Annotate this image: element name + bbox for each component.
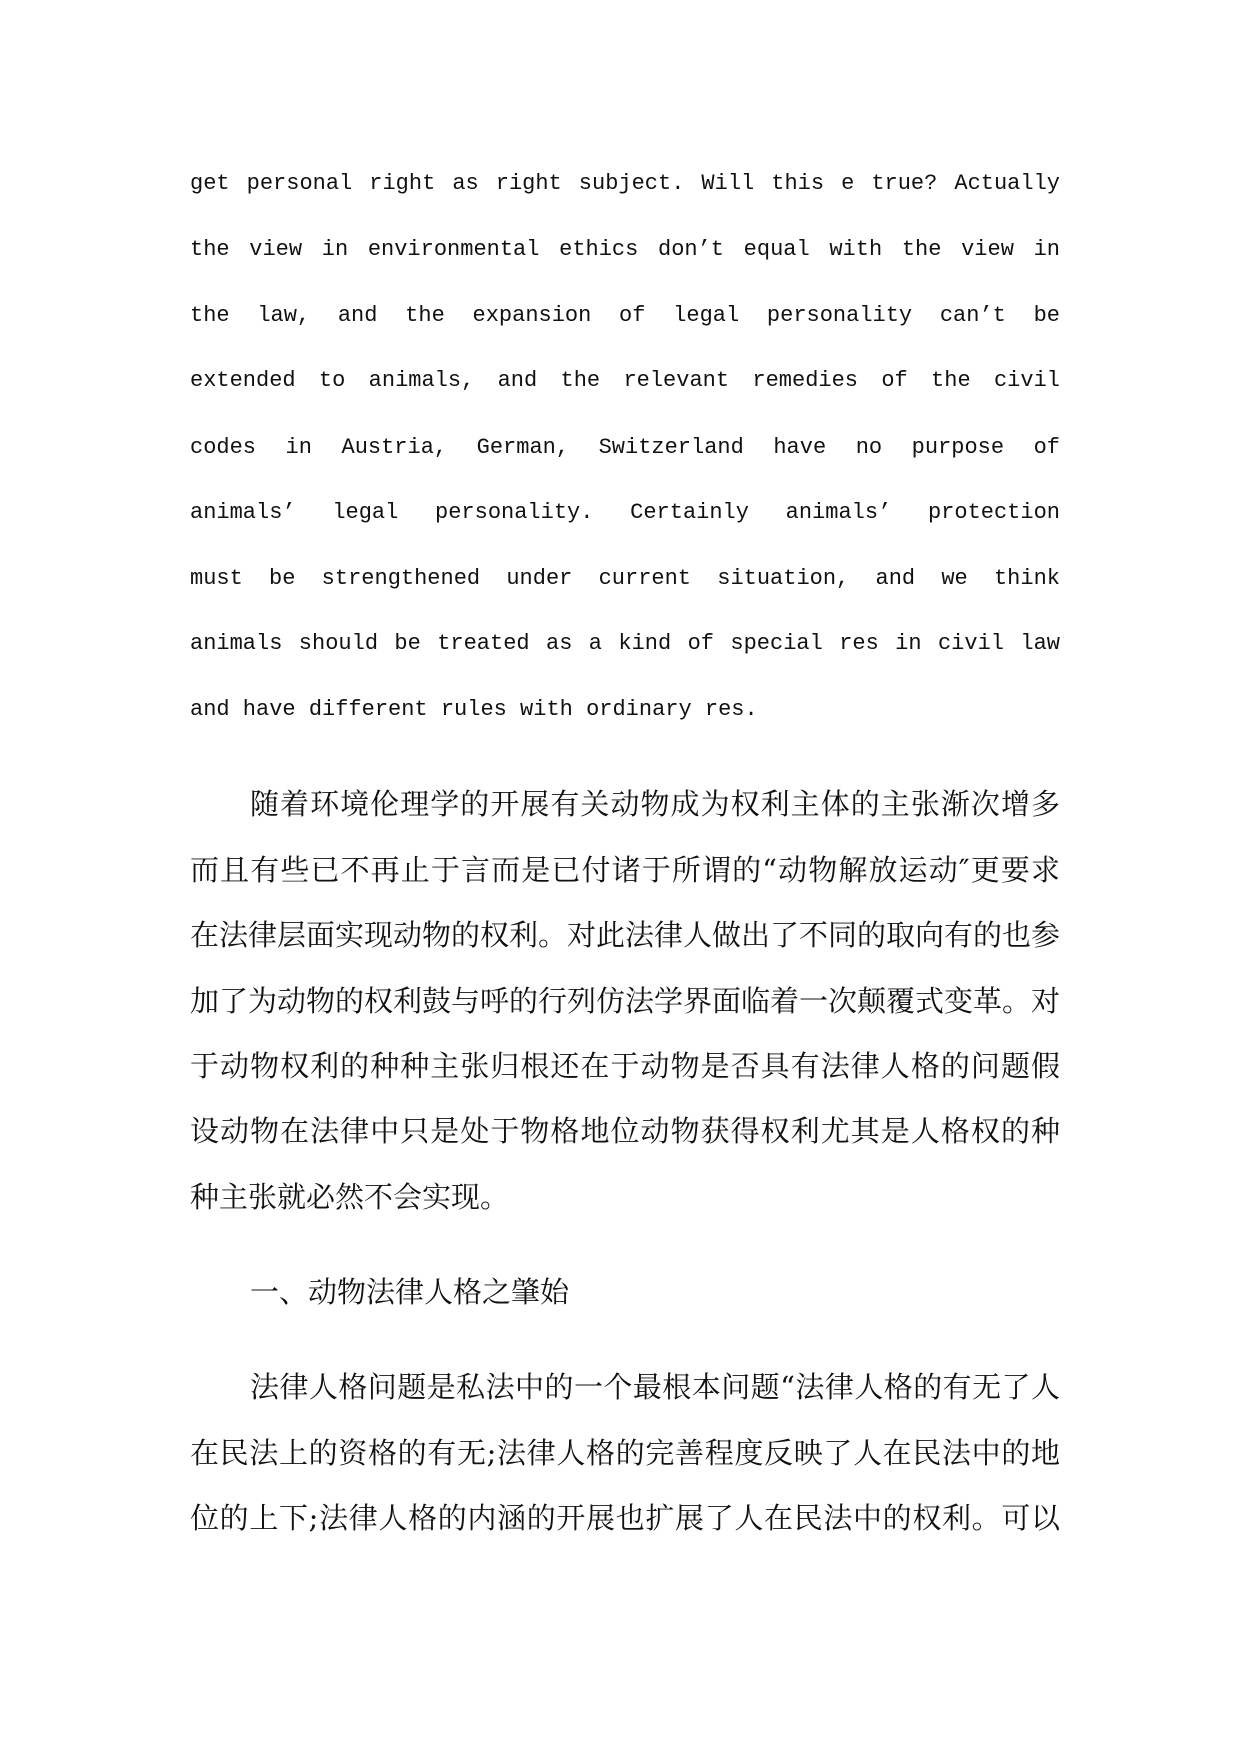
text-line: must be strengthened under current situation, and we think bbox=[190, 566, 1060, 591]
text-line: 加了为动物的权利鼓与呼的行列仿法学界面临着一次颠覆式变革。对 bbox=[190, 984, 1061, 1018]
text-line: the law, and the expansion of legal personality can’t be bbox=[190, 303, 1060, 328]
text-line: animals’ legal personality. Certainly animals’ protection bbox=[190, 500, 1060, 525]
section-heading: 一、动物法律人格之肇始 bbox=[250, 1275, 570, 1309]
text-line: get personal right as right subject. Will this e true? Actually bbox=[190, 171, 1060, 196]
text-line: 在民法上的资格的有无;法律人格的完善程度反映了人在民法中的地 bbox=[190, 1436, 1060, 1470]
text-line: extended to animals, and the relevant remedies of the civil bbox=[190, 368, 1060, 393]
text-line: 而且有些已不再止于言而是已付诸于所谓的“动物解放运动″更要求 bbox=[190, 853, 1060, 887]
text-line: 随着环境伦理学的开展有关动物成为权利主体的主张渐次增多 bbox=[250, 787, 1060, 821]
text-line: 设动物在法律中只是处于物格地位动物获得权利尤其是人格权的种 bbox=[190, 1114, 1060, 1148]
text-line: 位的上下;法律人格的内涵的开展也扩展了人在民法中的权利。可以 bbox=[190, 1501, 1060, 1535]
text-line: 法律人格问题是私法中的一个最根本问题“法律人格的有无了人 bbox=[250, 1370, 1060, 1404]
text-line: and have different rules with ordinary res. bbox=[190, 697, 758, 722]
text-line: 种主张就必然不会实现。 bbox=[190, 1180, 510, 1214]
text-line: animals should be treated as a kind of special res in civil law bbox=[190, 631, 1060, 656]
text-line: 在法律层面实现动物的权利。对此法律人做出了不同的取向有的也参 bbox=[190, 918, 1061, 952]
text-line: codes in Austria, German, Switzerland have no purpose of bbox=[190, 435, 1060, 460]
text-line: the view in environmental ethics don’t equal with the view in bbox=[190, 237, 1060, 262]
text-line: 于动物权利的种种主张归根还在于动物是否具有法律人格的问题假 bbox=[190, 1049, 1060, 1083]
